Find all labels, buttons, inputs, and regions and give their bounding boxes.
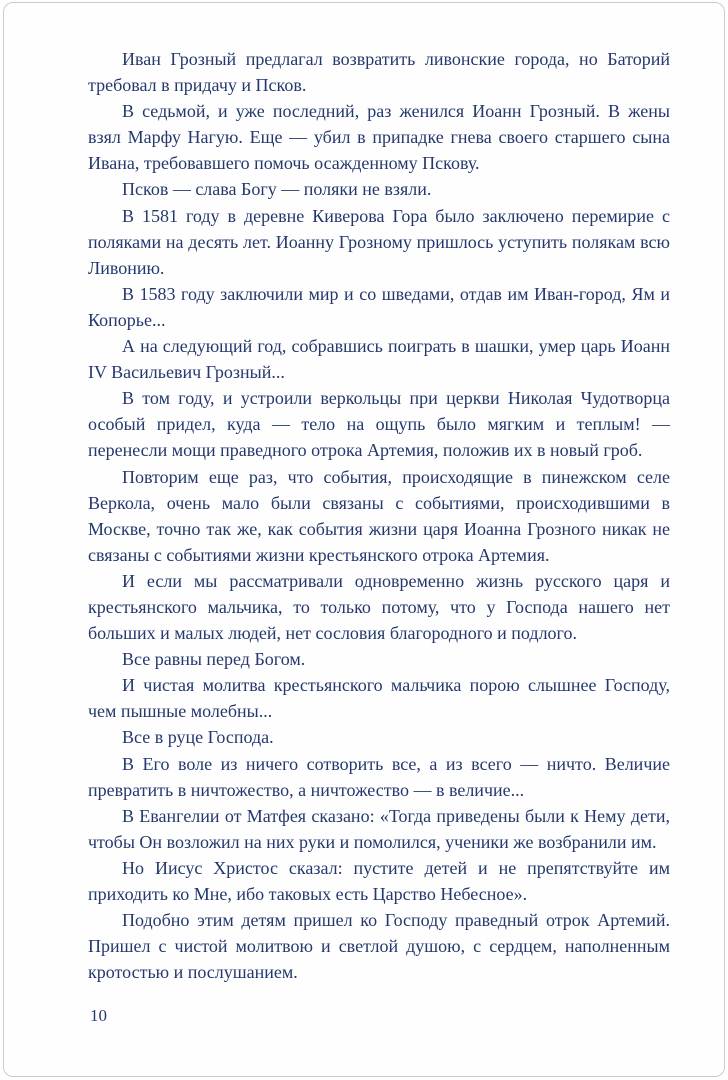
paragraph: А на следующий год, собравшись поиграть в шашки, умер царь Иоанн IV Васильевич Грозный...	[88, 336, 670, 383]
paragraph: Подобно этим детям пришел ко Господу праведный отрок Артемий. Пришел с чистой молитвою и светлой душою, с сердцем, наполненным кротостью и послушанием.	[88, 910, 670, 983]
paragraph: В том году, и устроили веркольцы при церкви Николая Чудотворца особый придел, куда — тело на ощупь было мягким и теплым! — перенесли мощи праведного отрока Артемия, положив их в новый гроб.	[88, 388, 670, 461]
paragraph: И чистая молитва крестьянского мальчика порою слышнее Господу, чем пышные молебны...	[88, 675, 670, 722]
paragraph: Псков — слава Богу — поляки не взяли.	[122, 179, 432, 200]
paragraph: Все в руце Господа.	[122, 727, 274, 748]
paragraph: В 1583 году заключили мир и со шведами, отдав им Иван-город, Ям и Копорье...	[88, 283, 670, 330]
paragraph: Иван Грозный предлагал возвратить ливонские города, но Баторий требовал в придачу и Псков.	[88, 49, 670, 96]
paragraph: Но Иисус Христос сказал: пустите детей и не препятствуйте им приходить ко Мне, ибо таковых есть Царство Небесное».	[88, 857, 670, 904]
paragraph: В Его воле из ничего сотворить все, а из всего — ничто. Величие превратить в ничтожество, а ничтожество — в величие...	[88, 753, 670, 800]
paragraph: В Евангелии от Матфея сказано: «Тогда приведены были к Нему дети, чтобы Он возложил на них руки и помолился, ученики же возбранили им.	[88, 805, 670, 852]
text-block	[88, 46, 670, 985]
paragraph: В 1581 году в деревне Киверова Гора было заключено перемирие с поляками на десять лет. Иоанну Грозному пришлось уступить полякам всю Ливонию.	[88, 205, 670, 278]
paragraph: И если мы рассматривали одновременно жизнь русского царя и крестьянского мальчика, то только потому, что у Господа нашего нет больших и малых людей, нет сословия благородного и подлого.	[88, 570, 670, 644]
paragraph: В седьмой, и уже последний, раз женился Иоанн Грозный. В жены взял Марфу Нагую. Еще — убил в припадке гнева своего старшего сына Ивана, требовавшего помочь осажденному Пскову.	[88, 101, 670, 174]
paragraph: Все равны перед Богом.	[122, 649, 306, 670]
page-number: 10	[90, 1006, 107, 1025]
paragraph: Повторим еще раз, что события, происходящие в пинежском селе Веркола, очень мало были связаны с событиями, происходившими в Москве, точно так же, как события жизни царя Иоанна Грозного никак не связаны с событиями жизни крестьянского отрока Артемия.	[88, 466, 670, 565]
